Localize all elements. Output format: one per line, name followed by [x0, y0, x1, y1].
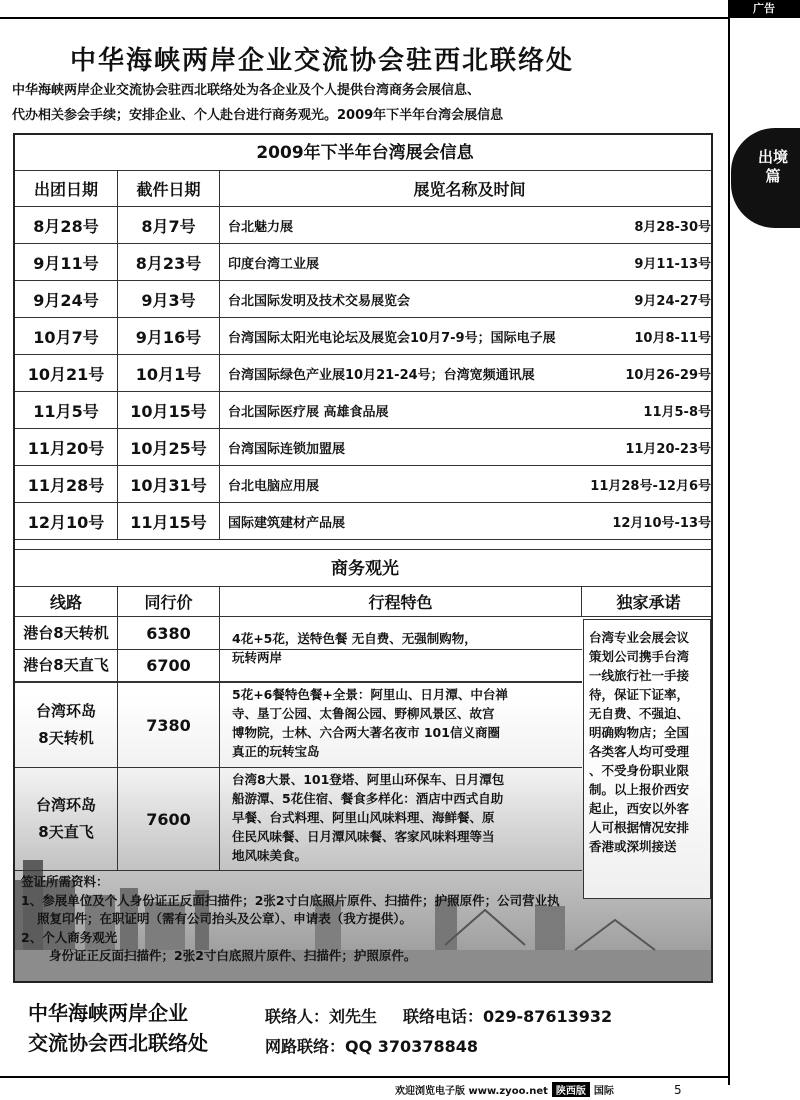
expo-time: 10月26-29号 — [625, 367, 711, 383]
route-line: 8天直飞 — [38, 823, 94, 841]
online-contact-label: 网路联络： — [265, 1037, 346, 1056]
features-line: 博物院，士林、六合两大著名夜市 101信义商圈 — [232, 725, 500, 740]
side-tab-label: 出境篇 — [757, 148, 788, 185]
visa-item: 2、个人商务观光 — [21, 929, 118, 945]
route-name — [15, 683, 118, 767]
features-line: 台湾8大景、101登塔、阿里山环保车、日月潭包 — [232, 772, 505, 787]
table-row — [15, 207, 713, 244]
header-depart-date: 出团日期 — [15, 171, 118, 206]
phone-label: 联络电话： — [403, 1007, 484, 1026]
expo-cell — [220, 281, 713, 317]
features-text — [220, 617, 582, 682]
header-route: 线路 — [15, 587, 118, 616]
bottom-rule — [0, 1076, 728, 1078]
route-price: 6700 — [118, 650, 220, 681]
header-price: 同行价 — [118, 587, 220, 616]
tour-route-row — [15, 768, 582, 871]
expo-name: 印度台湾工业展 — [228, 256, 320, 272]
visa-item-continued: 照复印件；在职证明（需有公司抬头及公章）、申请表（我方提供）。 — [37, 911, 413, 926]
depart-date: 9月24号 — [15, 281, 118, 317]
visa-requirements — [15, 873, 713, 966]
deadline-date: 8月7号 — [118, 207, 220, 243]
phone-number[interactable]: 029-87613932 — [483, 1007, 613, 1026]
route-line: 台湾环岛 — [35, 796, 96, 814]
exclusive-line: 人可根据情况安排 — [589, 820, 690, 835]
features-line: 玩转两岸 — [232, 650, 283, 665]
exclusive-line: 制。以上报价西安 — [589, 782, 690, 797]
exclusive-line: 、不受身份职业限 — [589, 763, 690, 778]
expo-cell — [220, 392, 713, 428]
expo-cell — [220, 244, 713, 280]
features-cell — [220, 617, 582, 682]
expo-name: 台北国际发明及技术交易展览会 — [228, 293, 411, 309]
visa-item-detail: 身份证正反面扫描件；2张2寸白底照片原件、扫描件；护照原件。 — [49, 948, 417, 963]
deadline-date: 8月23号 — [118, 244, 220, 280]
expo-section-title: 2009年下半年台湾展会信息 — [15, 135, 713, 171]
intro-text — [12, 78, 726, 128]
route-line: 8天转机 — [38, 729, 94, 747]
route-price: 7380 — [118, 683, 220, 767]
route-line: 台湾环岛 — [35, 702, 96, 720]
depart-date: 11月5号 — [15, 392, 118, 428]
website-link[interactable]: 欢迎浏览电子版 www.zyoo.net — [395, 1086, 548, 1097]
section-side-tab — [731, 128, 800, 228]
header-deadline: 截件日期 — [118, 171, 220, 206]
deadline-date: 9月16号 — [118, 318, 220, 354]
info-panel — [13, 133, 713, 983]
tour-route-row — [15, 682, 582, 768]
expo-time: 10月8-11号 — [634, 330, 711, 346]
ad-tag: 广告 — [728, 0, 800, 18]
route-name — [15, 617, 118, 649]
expo-name: 台北国际医疗展 高雄食品展 — [228, 404, 389, 420]
expo-cell — [220, 466, 713, 502]
table-row — [15, 466, 713, 503]
tour-section-title: 商务观光 — [15, 549, 713, 587]
expo-name: 台湾国际绿色产业展10月21-24号；台湾宽频通讯展 — [228, 367, 535, 383]
features-text — [220, 768, 582, 870]
exclusive-line: 待，保证下证率， — [589, 687, 690, 702]
expo-cell — [220, 429, 713, 465]
features-text — [220, 683, 582, 767]
organization-name — [28, 998, 208, 1058]
contact-info — [265, 1002, 612, 1062]
exclusive-line: 明确购物店；全国 — [589, 725, 690, 740]
depart-date: 10月7号 — [15, 318, 118, 354]
exclusive-promise-box — [583, 619, 711, 899]
depart-date: 8月28号 — [15, 207, 118, 243]
exclusive-line: 策划公司携手台湾 — [589, 649, 690, 664]
expo-time: 12月10号-13号 — [612, 515, 711, 531]
page-title: 中华海峡两岸企业交流协会驻西北联络处 — [70, 46, 575, 76]
expo-time: 8月28-30号 — [634, 219, 711, 235]
expo-time: 11月5-8号 — [643, 404, 711, 420]
expo-time: 9月11-13号 — [634, 256, 711, 272]
route-line: 港台8天直飞 — [23, 656, 109, 674]
expo-cell — [220, 503, 713, 539]
exclusive-line: 台湾专业会展会议 — [589, 630, 690, 645]
intro-line: 代办相关参会手续；安排企业、个人赴台进行商务观光。2009年下半年台湾会展信息 — [12, 108, 504, 123]
visa-title: 签证所需资料： — [21, 874, 109, 889]
contact-person: 刘先生 — [329, 1007, 378, 1026]
deadline-date: 10月1号 — [118, 355, 220, 391]
features-line: 5花+6餐特色餐+全景：阿里山、日月潭、中台禅 — [232, 687, 508, 702]
contact-person-label: 联络人： — [265, 1007, 330, 1026]
exclusive-line: 一线旅行社一手接 — [589, 668, 690, 683]
expo-name: 国际建筑建材产品展 — [228, 515, 346, 531]
route-price: 7600 — [118, 768, 220, 870]
depart-date: 11月20号 — [15, 429, 118, 465]
depart-date: 12月10号 — [15, 503, 118, 539]
expo-header-row — [15, 171, 713, 207]
depart-date: 9月11号 — [15, 244, 118, 280]
table-row — [15, 392, 713, 429]
expo-name: 台湾国际连锁加盟展 — [228, 441, 346, 457]
expo-cell — [220, 207, 713, 243]
features-line: 住民风味餐、日月潭风味餐、客家风味料理等当 — [232, 829, 495, 844]
deadline-date: 11月15号 — [118, 503, 220, 539]
exclusive-line: 起止，西安以外客 — [589, 801, 690, 816]
expo-time: 9月24-27号 — [634, 293, 711, 309]
features-line: 真正的玩转宝岛 — [232, 744, 320, 759]
features-line: 早餐、台式料理、阿里山风味料理、海鲜餐、原 — [232, 810, 495, 825]
header-exclusive: 独家承诺 — [616, 593, 681, 612]
table-row — [15, 281, 713, 318]
features-line: 寺、垦丁公园、太鲁阁公园、野柳风景区、故宫 — [232, 706, 495, 721]
expo-time: 11月28号-12月6号 — [590, 478, 711, 494]
table-row — [15, 244, 713, 281]
route-name — [15, 650, 118, 681]
exclusive-line: 无自费、不强迫、 — [589, 706, 690, 721]
route-name — [15, 768, 118, 870]
bottom-bar — [395, 1082, 614, 1097]
table-row — [15, 318, 713, 355]
expo-name: 台湾国际太阳光电论坛及展览会10月7-9号；国际电子展 — [228, 330, 556, 346]
depart-date: 11月28号 — [15, 466, 118, 502]
route-price: 6380 — [118, 617, 220, 649]
features-line: 船游潭、5花住宿、餐食多样化：酒店中西式自助 — [232, 791, 504, 806]
expo-time: 11月20-23号 — [625, 441, 711, 457]
expo-cell — [220, 355, 713, 391]
right-rule — [728, 17, 730, 1085]
depart-date: 10月21号 — [15, 355, 118, 391]
section-label: 国际 — [593, 1086, 614, 1097]
deadline-date: 9月3号 — [118, 281, 220, 317]
org-line: 中华海峡两岸企业 — [28, 1001, 188, 1025]
deadline-date: 10月15号 — [118, 392, 220, 428]
exclusive-line: 各类客人均可受理 — [589, 744, 690, 759]
expo-name: 台北魅力展 — [228, 219, 294, 235]
page-number: 5 — [674, 1083, 682, 1097]
features-line: 地风味美食。 — [232, 848, 308, 863]
header-features: 行程特色 — [220, 587, 582, 616]
edition-badge: 陕西版 — [552, 1082, 590, 1097]
features-line: 4花+5花，送特色餐 无自费、无强制购物， — [232, 631, 477, 646]
exclusive-line: 香港或深圳接送 — [589, 839, 677, 854]
intro-line: 中华海峡两岸企业交流协会驻西北联络处为各企业及个人提供台湾商务会展信息、 — [12, 83, 481, 98]
contact-footer — [0, 988, 728, 1068]
org-line: 交流协会西北联络处 — [28, 1031, 208, 1055]
table-row — [15, 355, 713, 392]
deadline-date: 10月31号 — [118, 466, 220, 502]
expo-name: 台北电脑应用展 — [228, 478, 320, 494]
table-row — [15, 429, 713, 466]
tour-header-row — [15, 587, 713, 617]
visa-item: 1、参展单位及个人身份证正反面扫描件；2张2寸白底照片原件、扫描件；护照原件；公司营业执 — [21, 892, 560, 908]
table-row — [15, 503, 713, 540]
deadline-date: 10月25号 — [118, 429, 220, 465]
header-expo-name: 展览名称及时间 — [413, 180, 526, 199]
top-rule — [0, 17, 728, 19]
route-line: 港台8天转机 — [23, 623, 109, 642]
qq-number[interactable]: QQ 370378848 — [345, 1037, 478, 1056]
expo-cell — [220, 318, 713, 354]
